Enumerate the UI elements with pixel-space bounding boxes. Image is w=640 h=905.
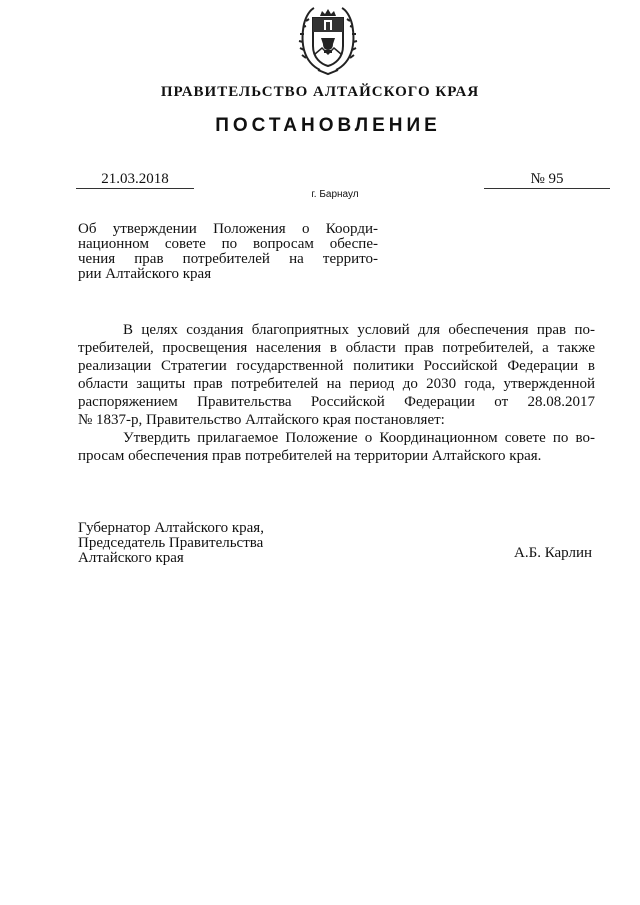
- government-title: ПРАВИТЕЛЬСТВО АЛТАЙСКОГО КРАЯ: [160, 84, 480, 100]
- document-number: № 95: [484, 171, 610, 189]
- signature-title-line: Председатель Правительства: [78, 535, 264, 551]
- document-city: г. Барнаул: [311, 189, 359, 200]
- body-line: Утвердить прилагаемое Положение о Координационном совете по во-: [123, 430, 595, 446]
- signature-title-line: Губернатор Алтайского края,: [78, 520, 264, 536]
- body-line: требителей, просвещения населения в области прав потребителей, а также: [78, 340, 595, 356]
- subject-line: рии Алтайского края: [78, 266, 212, 282]
- document-subject: [78, 222, 378, 282]
- body-line: области защиты прав потребителей на период до 2030 года, утвержденной: [78, 376, 595, 392]
- document-date: 21.03.2018: [76, 171, 194, 189]
- coat-of-arms-icon: [298, 4, 358, 76]
- body-line: распоряжением Правительства Российской Федерации от 28.08.2017: [78, 394, 595, 410]
- signature-block: [78, 521, 264, 566]
- body-line: реализации Стратегии государственной политики Российской Федерации в: [78, 358, 595, 374]
- signature-title-line: Алтайского края: [78, 550, 184, 566]
- subject-line: чения прав потребителей на террито-: [78, 251, 378, 267]
- document-body: [78, 321, 595, 465]
- body-line: В целях создания благоприятных условий для обеспечения прав по-: [123, 322, 595, 338]
- subject-line: национном совете по вопросам обеспе-: [78, 236, 378, 252]
- body-line: № 1837-р, Правительство Алтайского края постановляет:: [78, 412, 445, 428]
- subject-line: Об утверждении Положения о Коорди-: [78, 221, 378, 237]
- document-type: ПОСТАНОВЛЕНИЕ: [215, 115, 441, 136]
- body-line: просам обеспечения прав потребителей на территории Алтайского края.: [78, 448, 542, 464]
- signer-name: А.Б. Карлин: [514, 545, 593, 561]
